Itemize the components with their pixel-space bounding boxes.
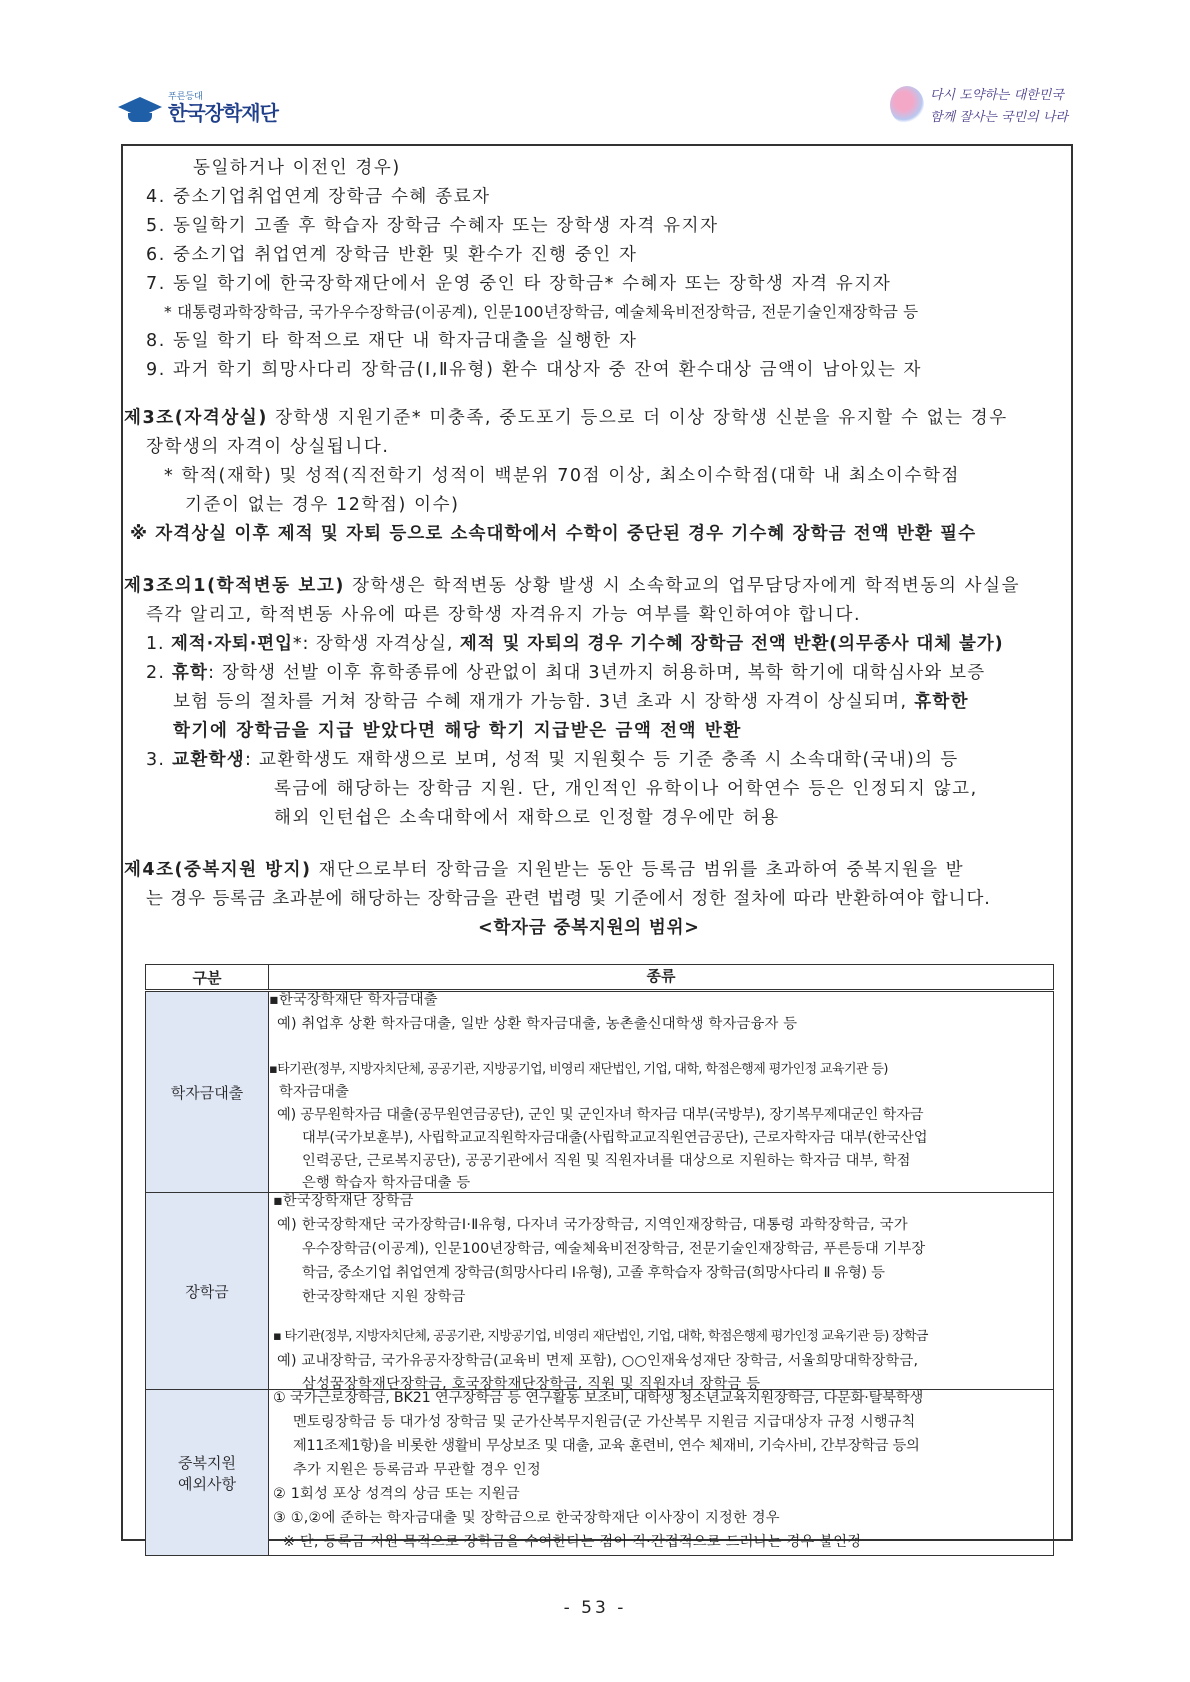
article3-1-item2: 2. 휴학: 장학생 선발 이후 휴학종류에 상관없이 최대 3년까지 허용하며, 복학 학기에 대학심사와 보증 (146, 663, 986, 683)
body-line: 5. 동일학기 고졸 후 학습자 장학금 수혜자 또는 장학생 자격 유지자 (146, 216, 719, 236)
article3-title: 제3조(자격상실) (124, 408, 269, 428)
table-header-type: 종류 (269, 965, 1054, 991)
article4-title: 제4조(중복지원 방지) (124, 860, 312, 880)
body-line: 기준이 없는 경우 12학점) 이수) (185, 495, 460, 515)
article3-warning: ※ 자격상실 이후 제적 및 자퇴 등으로 소속대학에서 수학이 중단된 경우 기수혜 장학금 전액 반환 필수 (130, 524, 977, 544)
scholarship-types: ▪한국장학재단 장학금 예) 한국장학재단 국가장학금Ⅰ·Ⅱ유형, 다자녀 국가장학금, 지역인재장학금, 대통령 과학장학금, 국가 우수장학금(이공계), 인문100년장학금, 예술체육비전장학금, 전문기술인재장학금, 푸른등대 기부장 학금, 중소기업 취업연계 장학금(희망사다리 Ⅰ유형), 고졸 후학습자 장학금(희망사다리 Ⅱ 유형) 등 한국장학재단 지원 장학금 ▪ 타기관(정부, 지방자치단체, 공공기관, 지방공기업, 비영리 재단법인, 기업, 대학, 학점은행제 평가인정 교육기관 등) 장학금 예) 교내장학금, 국가유공자장학금(교육비 면제 포함), ○○인재육성재단 장학금, 서울희망대학장학금, 삼성꿈장학재단장학금, 호국장학재단장학금, 직원 및 직원자녀 장학금 등 (269, 1193, 1054, 1390)
article3-1-item3: 3. 교환학생: 교환학생도 재학생으로 보며, 성적 및 지원횟수 등 기준 충족 시 소속대학(국내)의 등 (146, 750, 959, 770)
slogan-graphic-icon (890, 86, 924, 124)
table-header-category: 구분 (146, 965, 269, 991)
body-line: 4. 중소기업취업연계 장학금 수혜 종료자 (146, 187, 491, 207)
exception-label-line2: 예외사항 (178, 1474, 236, 1493)
loan-types: ▪한국장학재단 학자금대출 예) 취업후 상환 학자금대출, 일반 상환 학자금대출, 농촌출신대학생 학자금융자 등 ▪타기관(정부, 지방자치단체, 공공기관, 지방공기업, 비영리 재단법인, 기업, 대학, 학점은행제 평가인정 교육기관 등) 학자금대출 예) 공무원학자금 대출(공무원연금공단), 군인 및 군인자녀 학자금 대부(국방부), 장기복무제대군인 학자금 대부(국가보훈부), 사립학교교직원학자금대출(사립학교교직원연금공단), 근로자학자금 대부(한국산업 인력공단, 근로복지공단), 공공기관에서 직원 및 직원자녀를 대상으로 지원하는 학자금 대부, 학점 은행 학습자 학자금대출 등 (269, 991, 1054, 1193)
table-header-row (146, 965, 1054, 991)
loan-category: 학자금대출 (146, 991, 269, 1193)
article3-1-item2-line3: 학기에 장학금을 지급 받았다면 해당 학기 지급받은 금액 전액 반환 (173, 721, 742, 741)
exception-category (146, 1390, 269, 1556)
body-line: 8. 동일 학기 타 학적으로 재단 내 학자금대출을 실행한 자 (146, 331, 638, 351)
page-number: - 53 - (563, 1598, 627, 1618)
exception-label-line1: 중복지원 (178, 1453, 236, 1472)
body-line: 9. 과거 학기 희망사다리 장학금(Ⅰ,Ⅱ유형) 환수 대상자 중 잔여 환수대상 금액이 남아있는 자 (146, 360, 923, 380)
body-line: 는 경우 등록금 초과분에 해당하는 장학금을 관련 법령 및 기준에서 정한 절차에 따라 반환하여야 합니다. (146, 889, 991, 909)
logo-small-text: 푸른등대 (168, 92, 203, 102)
logo-name: 한국장학재단 (168, 101, 278, 125)
article3-1-line1: 제3조의1(학적변동 보고) 장학생은 학적변동 상황 발생 시 소속학교의 업무담당자에게 학적변동의 사실을 (124, 576, 1021, 596)
slogan-line2: 함께 잘사는 국민의 나라 (930, 110, 1068, 125)
body-line: 즉각 알리고, 학적변동 사유에 따른 장학생 자격유지 가능 여부를 확인하여야 합니다. (146, 605, 862, 625)
slogan (890, 80, 1080, 130)
article4-line1: 제4조(중복지원 방지) 재단으로부터 장학금을 지원받는 동안 등록금 범위를 초과하여 중복지원을 받 (124, 860, 965, 880)
body-line: 7. 동일 학기에 한국장학재단에서 운영 중인 타 장학금* 수혜자 또는 장학생 자격 유지자 (146, 274, 892, 294)
body-line: 록금에 해당하는 장학금 지원. 단, 개인적인 유학이나 어학연수 등은 인정되지 않고, (274, 779, 978, 799)
article3-line1: 제3조(자격상실) 장학생 지원기준* 미충족, 중도포기 등으로 더 이상 장학생 신분을 유지할 수 없는 경우 (124, 408, 1008, 428)
article3-1-item1: 1. 제적·자퇴·편입*: 장학생 자격상실, 제적 및 자퇴의 경우 기수혜 장학금 전액 반환(의무종사 대체 불가) (146, 634, 1004, 654)
body-line: 장학생의 자격이 상실됩니다. (146, 437, 390, 457)
body-note: * 대통령과학장학금, 국가우수장학금(이공계), 인문100년장학금, 예술체육비전장학금, 전문기술인재장학금 등 (164, 303, 919, 321)
duplicate-support-table (145, 964, 1054, 1556)
body-line: 6. 중소기업 취업연계 장학금 반환 및 환수가 진행 중인 자 (146, 245, 638, 265)
article3-1-item2-line2: 보험 등의 절차를 거쳐 장학금 수혜 재개가 가능함. 3년 초과 시 장학생 자격이 상실되며, 휴학한 (173, 692, 969, 712)
table-row-exception (146, 1390, 1054, 1556)
article3-1-title: 제3조의1(학적변동 보고) (124, 576, 345, 596)
body-line: 해외 인턴쉽은 소속대학에서 재학으로 인정할 경우에만 허용 (274, 808, 780, 828)
exception-types: ① 국가근로장학금, BK21 연구장학금 등 연구활동 보조비, 대학생 청소년교육지원장학금, 다문화·탈북학생 멘토링장학금 등 대가성 장학금 및 군가산복무지원금(군 가산복무 지원금 지급대상자 규정 시행규칙 제11조제1항)을 비롯한 생활비 무상보조 및 대출, 교육 훈련비, 연수 체재비, 기숙사비, 간부장학금 등의 추가 지원은 등록금과 무관할 경우 인정 ② 1회성 포상 성격의 상금 또는 지원금 ③ ①,②에 준하는 학자금대출 및 장학금으로 한국장학재단 이사장이 지정한 경우 ※ 단, 등록금 지원 목적으로 장학금을 수여한다는 점이 직·간접적으로 드러나는 경우 불인정 (269, 1390, 1054, 1556)
scholarship-category: 장학금 (146, 1193, 269, 1390)
table-row-loan (146, 991, 1054, 1193)
table-row-scholarship (146, 1193, 1054, 1390)
foundation-logo (116, 92, 278, 124)
body-line: * 학적(재학) 및 성적(직전학기 성적이 백분위 70점 이상, 최소이수학점(대학 내 최소이수학점 (164, 466, 960, 486)
table-caption: <학자금 중복지원의 범위> (478, 918, 700, 938)
body-line: 동일하거나 이전인 경우) (193, 158, 401, 178)
graduation-cap-icon (116, 93, 164, 123)
slogan-line1: 다시 도약하는 대한민국 (930, 88, 1064, 103)
